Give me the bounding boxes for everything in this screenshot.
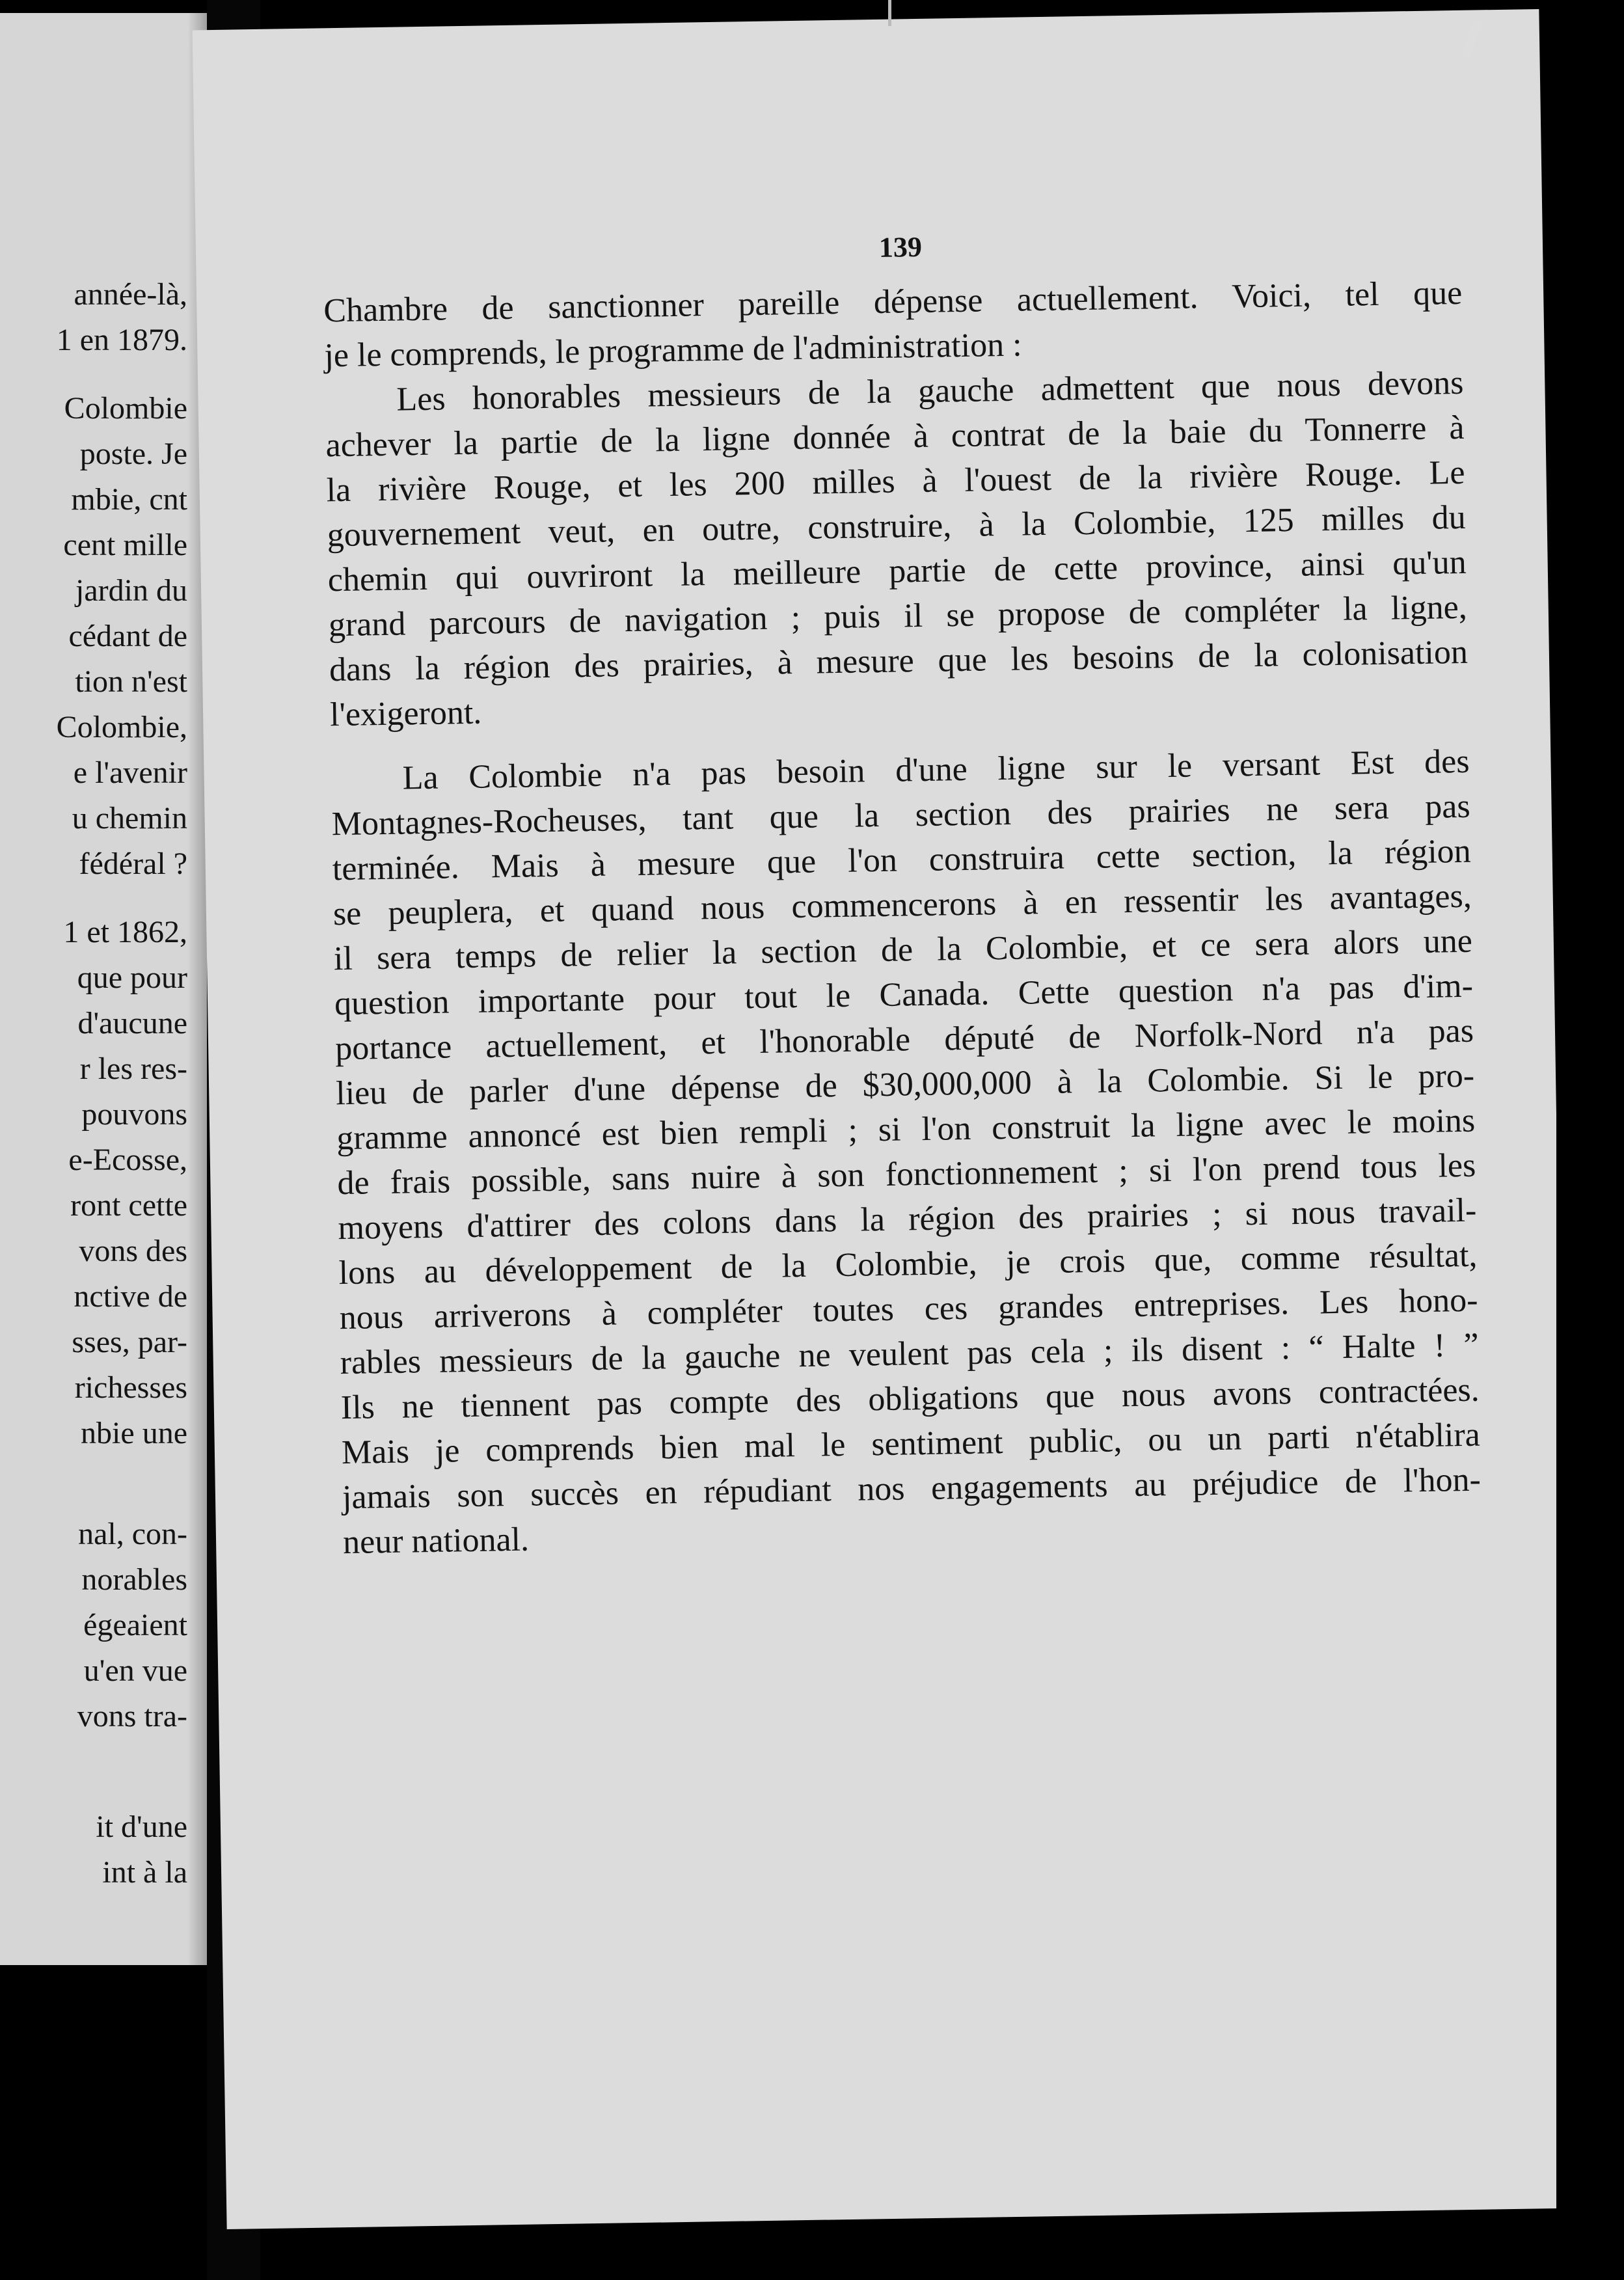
text-line: gramme annoncé est bien rempli ; si l'on construit la ligne avec le moins (336, 1102, 1476, 1158)
left-line: e l'avenir (73, 755, 187, 790)
text-line: neur national. (342, 1521, 530, 1562)
left-line: u chemin (72, 801, 187, 835)
left-line: 1 et 1862, (63, 915, 187, 949)
left-line: 1 en 1879. (56, 323, 187, 357)
text-line: gouvernement veut, en outre, construire, à la Colombie, 125 milles du (327, 498, 1467, 554)
left-line: poste. Je (79, 437, 187, 471)
text-line: moyens d'attirer des colons dans la région des prairies ; si nous travail- (338, 1191, 1477, 1247)
scan-border-right (1556, 0, 1624, 2280)
left-line: nctive de (74, 1279, 187, 1314)
text-line: dans la région des prairies, à mesure que les besoins de la colonisation (329, 633, 1468, 689)
text-line: il sera temps de relier la section de la Colombie, et ce sera alors une (333, 922, 1473, 978)
scan-artifact (888, 0, 891, 26)
book-page (193, 9, 1574, 2229)
text-line: Mais je comprends bien mal le sentiment public, ou un parti n'établira (341, 1416, 1481, 1472)
text-line: lieu de parler d'une dépense de $30,000,000 à la Colombie. Si le pro- (335, 1057, 1475, 1113)
left-line: ront cette (70, 1188, 187, 1223)
left-line: nal, con- (78, 1517, 187, 1551)
text-line: portance actuellement, et l'honorable député de Norfolk-Nord n'a pas (334, 1012, 1474, 1068)
page-number: 139 (878, 230, 923, 264)
left-line: nbie une (81, 1416, 187, 1450)
left-line: cent mille (63, 528, 187, 562)
text-line: nous arriverons à compléter toutes ces grandes entreprises. Les hono- (339, 1281, 1478, 1337)
left-line: r les res- (79, 1052, 187, 1086)
text-line: la rivière Rouge, et les 200 milles à l'ouest de la rivière Rouge. Le (326, 454, 1465, 509)
text-line: je le comprends, le programme de l'administration : (324, 326, 1022, 375)
left-line: mbie, cnt (71, 482, 187, 517)
left-line: it d'une (96, 1810, 187, 1844)
text-line: jamais son succès en répudiant nos engagements au préjudice de l'hon- (342, 1461, 1482, 1517)
text-line: de frais possible, sans nuire à son fonctionnement ; si l'on prend tous les (336, 1147, 1476, 1202)
previous-page-fragment (0, 13, 207, 1965)
left-line: jardin du (75, 573, 187, 608)
left-line: Colombie, (56, 710, 187, 744)
left-line: année-là, (74, 277, 187, 312)
text-line: Les honorables messieurs de la gauche admettent que nous devons (396, 364, 1464, 418)
left-line: tion n'est (75, 664, 187, 699)
left-line: d'aucune (77, 1006, 187, 1040)
text-line: Montagnes-Rocheuses, tant que la section des prairies ne sera pas (331, 787, 1471, 843)
left-line: int à la (102, 1855, 187, 1890)
text-line: achever la partie de la ligne donnée à contrat de la baie du Tonnerre à (325, 409, 1465, 465)
left-line: que pour (77, 960, 187, 995)
left-line: pouvons (81, 1097, 187, 1132)
left-line: Colombie (64, 391, 187, 426)
left-line: norables (81, 1562, 187, 1597)
text-line: se peuplera, et quand nous commencerons à en ressentir les avantages, (332, 877, 1472, 933)
text-line: l'exigeront. (329, 694, 482, 734)
left-line: fédéral ? (79, 847, 187, 881)
text-line: Chambre de sanctionner pareille dépense actuellement. Voici, tel que (323, 274, 1463, 330)
left-line: u'en vue (83, 1653, 187, 1688)
text-line: La Colombie n'a pas besoin d'une ligne sur le versant Est des (402, 742, 1470, 797)
left-line: sses, par- (72, 1325, 187, 1359)
left-line: cédant de (68, 619, 187, 653)
left-line: égeaient (83, 1608, 187, 1642)
left-line: vons des (79, 1234, 187, 1268)
text-line: Ils ne tiennent pas compte des obligations que nous avons contractées. (340, 1371, 1480, 1427)
left-line: e-Ecosse, (68, 1143, 187, 1177)
left-line: vons tra- (77, 1699, 187, 1733)
text-line: grand parcours de navigation ; puis il se propose de compléter la ligne, (328, 588, 1468, 644)
text-line: question importante pour tout le Canada. Cette question n'a pas d'im- (334, 967, 1474, 1023)
page-body (323, 271, 1482, 1565)
text-line: rables messieurs de la gauche ne veulent pas cela ; ils disent : “ Halte ! ” (340, 1326, 1480, 1382)
left-line: richesses (74, 1370, 187, 1405)
text-line: terminée. Mais à mesure que l'on construira cette section, la région (332, 832, 1472, 888)
text-line: lons au développement de la Colombie, je crois que, comme résultat, (338, 1236, 1478, 1292)
text-line: chemin qui ouvriront la meilleure partie de cette province, ainsi qu'un (327, 543, 1467, 599)
